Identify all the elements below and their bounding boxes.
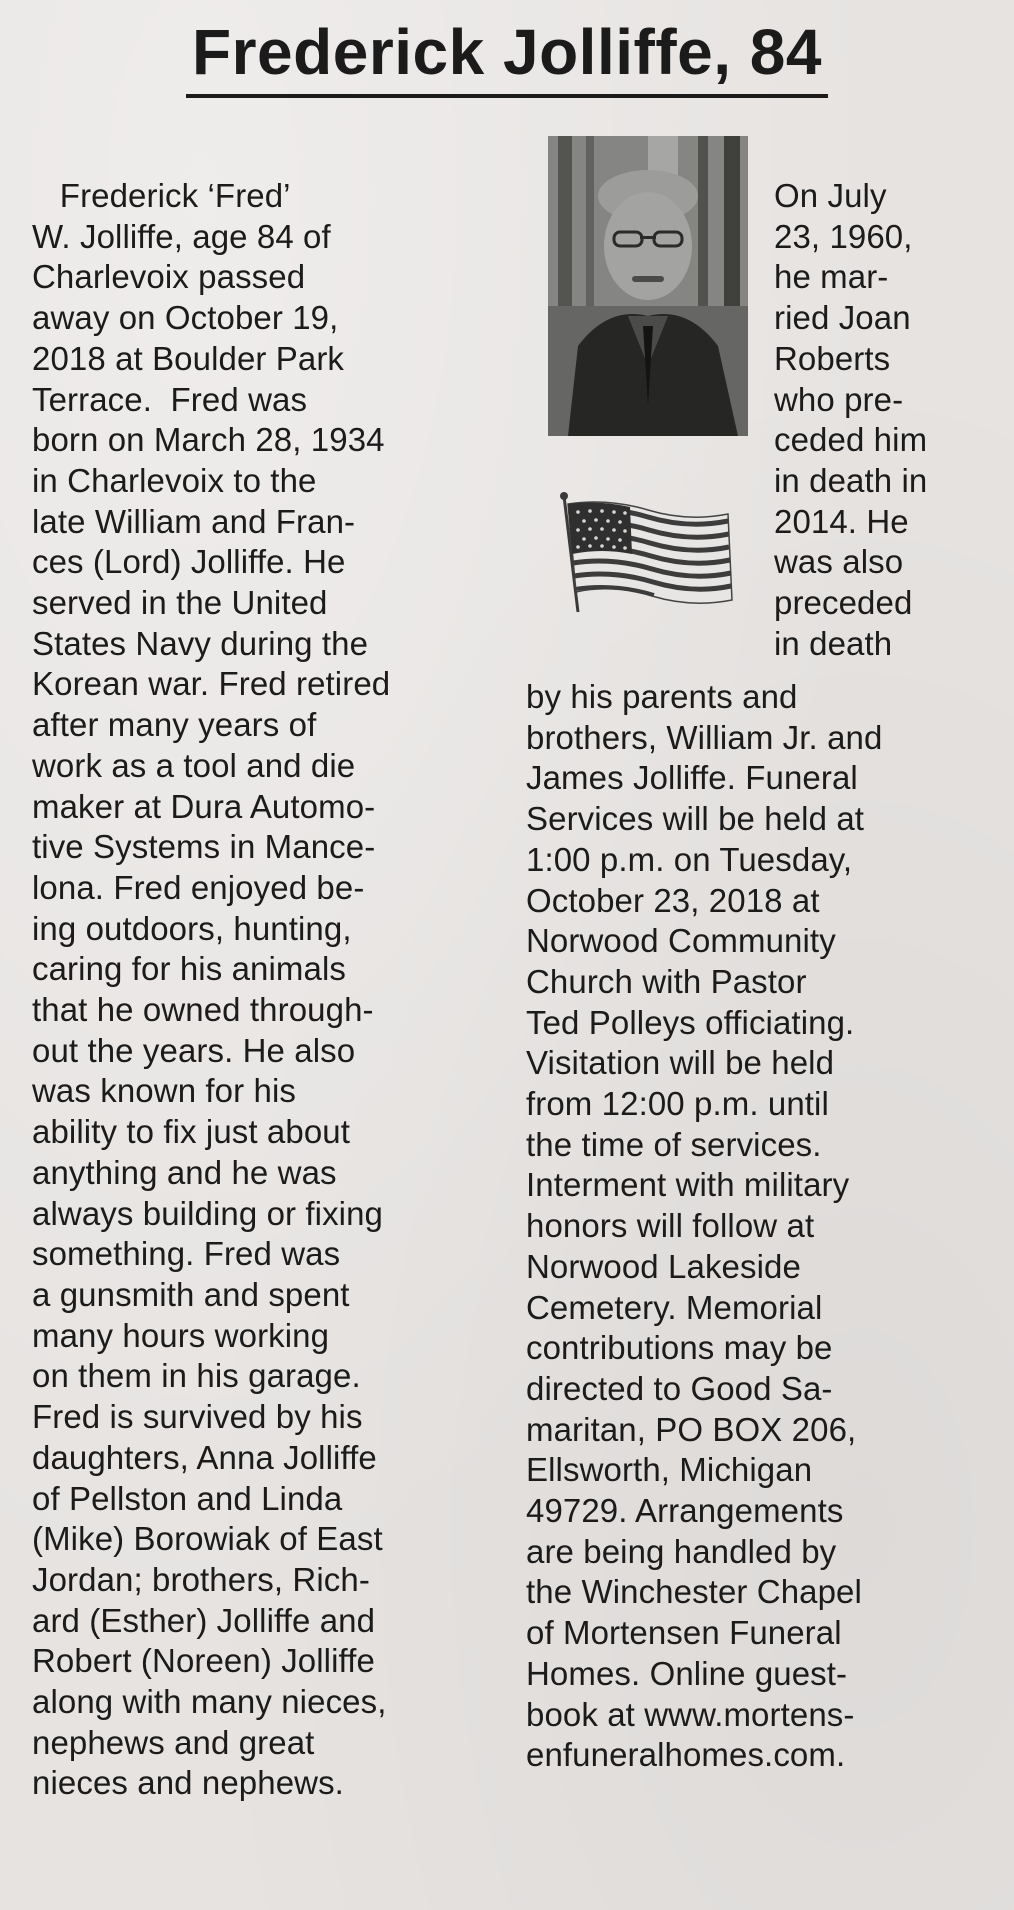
obituary-headline xyxy=(0,14,1014,98)
portrait-photo-drawing xyxy=(548,136,748,436)
obituary-left-column: Frederick ‘Fred’ W. Jolliffe, age 84 of Charlevoix passed away on October 19, 2018 at Boulder Park Terrace. Fred was born on March 28, 1934 in Charlevoix to the late William and Fran- ces (Lord) Jolliffe. He served in the United States Navy during the Korean war. Fred retired after many years of work as a tool and die maker at Dura Automo- tive Systems in Mance- lona. Fred enjoyed be- ing outdoors, hunting, caring for his animals that he owned through- out the years. He also was known for his ability to fix just about anything and he was always building or fixing something. Fred was a gunsmith and spent many hours working on them in his garage. Fred is survived by his daughters, Anna Jolliffe of Pellston and Linda (Mike) Borowiak of East Jordan; brothers, Rich- ard (Esther) Jolliffe and Robert (Noreen) Jolliffe along with many nieces, nephews and great nieces and nephews. xyxy=(32,177,391,1802)
obituary-right-column-bottom: by his parents and brothers, William Jr. and James Jolliffe. Funeral Services will be held at 1:00 p.m. on Tuesday, October 23, 2018 at Norwood Community Church with Pastor Ted Polleys officiating. Visitation will be held from 12:00 p.m. until the time of services. Interment with military honors will follow at Norwood Lakeside Cemetery. Memorial contributions may be directed to Good Sa- maritan, PO BOX 206, Ellsworth, Michigan 49729. Arrangements are being handled by the Winchester Chapel of Mortensen Funeral Homes. Online guest- book at www.mortens- enfuneralhomes.com. xyxy=(526,678,883,1774)
obituary-right-column-top: On July 23, 1960, he mar- ried Joan Roberts who pre- ceded him in death in 2014. He was also preceded in death xyxy=(774,177,928,662)
american-flag-drawing xyxy=(556,492,736,622)
portrait-photo xyxy=(548,136,748,436)
american-flag-icon xyxy=(556,492,736,622)
obituary-headline-text: Frederick Jolliffe, 84 xyxy=(186,14,828,98)
